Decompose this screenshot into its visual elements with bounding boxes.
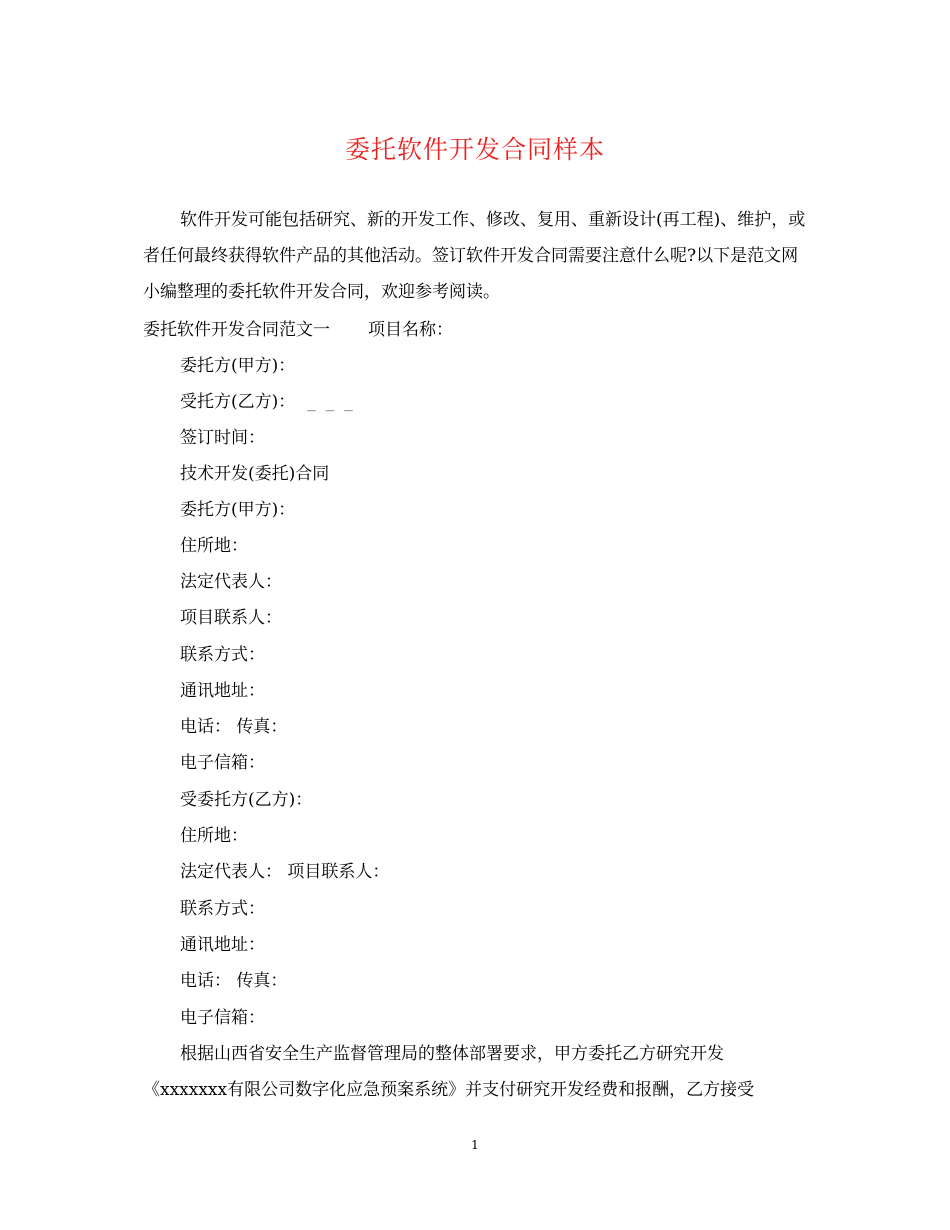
party-b-email: 电子信箱： (180, 1008, 265, 1028)
party-b-legal-rep: 法定代表人： (180, 862, 282, 882)
party-a-phone: 电话： (180, 717, 231, 737)
party-b-contact-person: 项目联系人： (287, 862, 390, 882)
party-a-address: 住所地： (180, 536, 248, 556)
client-short-label: 委托方(甲方)： (180, 356, 296, 376)
party-b-mail-address: 通讯地址： (180, 935, 265, 955)
contractor-short-line (180, 392, 363, 412)
party-b-phone: 电话： (180, 971, 231, 991)
party-a-contact-method: 联系方式： (180, 645, 265, 665)
section-heading: 委托软件开发合同范文一 (143, 320, 330, 340)
party-b-rep-contact-line (180, 862, 389, 882)
party-a-mail-address: 通讯地址： (180, 681, 265, 701)
party-a-label: 委托方(甲方)： (180, 500, 296, 520)
party-a-email: 电子信箱： (180, 753, 265, 773)
party-b-label: 受委托方(乙方)： (180, 790, 313, 810)
party-b-phone-fax-line (180, 971, 287, 991)
party-b-address: 住所地： (180, 826, 248, 846)
party-b-contact-method: 联系方式： (180, 899, 265, 919)
document-title: 委托软件开发合同样本 (344, 135, 605, 164)
party-b-fax: 传真： (236, 971, 288, 991)
party-a-phone-fax-line (180, 717, 287, 737)
project-name-label: 项目名称： (368, 320, 453, 340)
page-number: 1 (471, 1138, 479, 1152)
contractor-short-label: 受托方(乙方)： (180, 392, 296, 412)
sign-time-label: 签订时间： (180, 428, 265, 448)
section-heading-line (143, 320, 453, 340)
intro-paragraph: 软件开发可能包括研究、新的开发工作、修改、复用、重新设计(再工程)、维护，或者任何最终获得软件产品的其他活动。签订软件开发合同需要注意什么呢?以下是范文网小编整理的委托软件开发合同，欢迎参考阅读。 (143, 210, 806, 302)
party-a-contact-person: 项目联系人： (180, 608, 282, 628)
party-a-legal-rep: 法定代表人： (180, 572, 282, 592)
blank-underlines: ___ (307, 392, 363, 412)
party-a-fax: 传真： (236, 717, 288, 737)
contract-type: 技术开发(委托)合同 (180, 464, 330, 484)
closing-paragraph: 根据山西省安全生产监督管理局的整体部署要求，甲方委托乙方研究开发《xxxxxxx有限公司数字化应急预案系统》并支付研究开发经费和报酬，乙方接受 (143, 1044, 755, 1100)
